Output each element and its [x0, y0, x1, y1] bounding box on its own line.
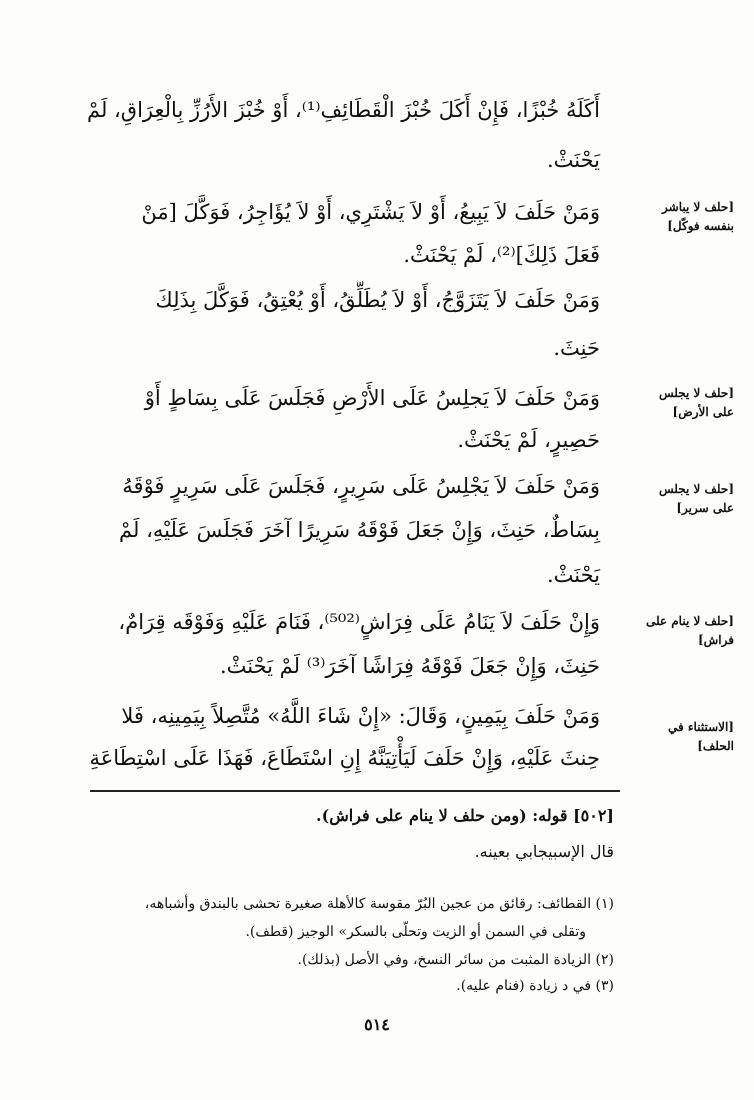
main-text-line: وَمَنْ حَلَفَ لاَ يَجلِسُ عَلَى الأَرْضِ فَجَلَسَ عَلَى بِسَاطٍ أَوْ	[144, 386, 600, 410]
main-text-line: وَمَنْ حَلَفَ بِيَمِينٍ، وَقَالَ: «إِنْ شَاءَ اللَّهُ» مُتَّصِلاً بِيَمِينِه، فَلا	[121, 704, 600, 728]
page-number: ٥١٤	[364, 1015, 390, 1034]
main-text-line: يَحْنَثْ.	[546, 148, 600, 172]
main-text-line: حَنِثَ، وَإِنْ جَعَلَ فَوْقَهُ فِرَاشًا آخَرَ⁽³⁾ لَمْ يَحْنَثْ.	[219, 654, 600, 678]
margin-heading: [الاستثناء في الحلف]	[668, 720, 734, 753]
margin-heading: [حلف لا يجلس على سرير]	[658, 482, 734, 515]
main-text-line: حَنِثَ.	[553, 336, 600, 360]
footnote: (١) القطائف: رقائق من عجين البُرّ مقوسة كالأهلة صغيرة تحشى بالبندق وأشباهه،	[144, 896, 614, 912]
commentary-text: قال الإسبيجابي بعينه.	[474, 842, 614, 861]
footnote: (٢) الزيادة المثبت من سائر النسخ، وفي الأصل (بذلك).	[297, 952, 614, 968]
section-divider	[90, 790, 620, 792]
main-text-line: يَحْنَثْ.	[546, 563, 600, 587]
main-text-line: أَكَلَهُ خُبْزًا، فَإِنْ أَكَلَ خُبْزَ الْقَطَائِفِ⁽¹⁾، أَوْ خُبْزَ الأَرُزِّ بِالْعِرَاقِ، لَمْ	[86, 98, 600, 122]
margin-heading: [حلف لا يجلس على الأرض]	[658, 386, 734, 419]
footnote-continuation: وتقلى في السمن أو الزيت وتحلّى بالسكر» الوجيز (قطف).	[245, 924, 586, 940]
main-text-line: وَمَنْ حَلَفَ لاَ يَتَزَوَّجُ، أَوْ لاَ يُطَلِّقُ، أَوْ يُعْتِقُ، فَوَكَّلَ بِذَلِكَ	[155, 288, 600, 312]
main-text-line: حِنثَ عَلَيْهِ، وَإِنْ حَلَفَ لَيَأْتِيَنَّهُ إِنِ اسْتَطَاعَ، فَهَذَا عَلَى اسْتِطَاعَةِ	[89, 746, 600, 770]
main-text-line: حَصِيرٍ، لَمْ يَحْنَثْ.	[457, 428, 600, 452]
main-text-line: وَمَنْ حَلَفَ لاَ يَجْلِسُ عَلَى سَرِيرٍ، فَجَلَسَ عَلَى سَرِيرٍ فَوْقَهُ	[122, 474, 600, 498]
main-text-line: وَمَنْ حَلَفَ لاَ يَبِيعُ، أَوْ لاَ يَشْتَرِي، أَوْ لاَ يُؤَاجِرُ، فَوَكَّلَ [مَنْ	[141, 200, 600, 224]
margin-heading: [حلف لا ينام على فراش]	[645, 614, 734, 647]
main-text-line: وَإِنْ حَلَفَ لاَ يَنَامُ عَلَى فِرَاشٍ⁽⁵⁰²⁾، فَنَامَ عَلَيْهِ وَفَوْقَه قِرَامٌ،	[118, 610, 600, 634]
main-text-line: بِسَاطٌ، حَنِثَ، وَإِنْ جَعَلَ فَوْقَهُ سَرِيرًا آخَرَ فَجَلَسَ عَلَيْهِ، لَمْ	[119, 518, 600, 542]
main-text-line: فَعَلَ ذَلِكَ]⁽²⁾، لَمْ يَحْنَثْ.	[403, 243, 600, 267]
footnote: (٣) في د زيادة (فنام عليه).	[456, 978, 614, 994]
commentary-heading: [٥٠٢] قوله: (ومن حلف لا ينام على فراش).	[316, 806, 614, 825]
margin-heading: [حلف لا يباشر بنفسه فوكّل]	[662, 200, 734, 233]
